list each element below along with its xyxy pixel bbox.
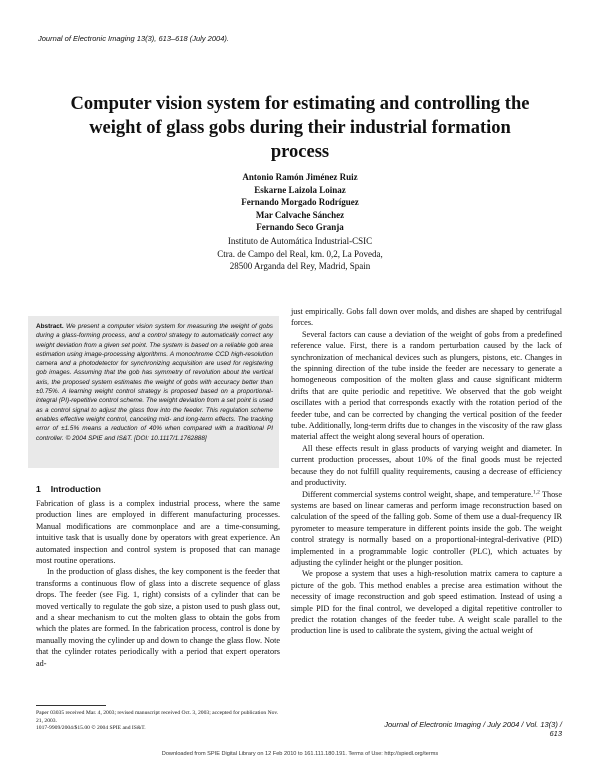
reference-marker: 1,2 [533,488,540,495]
author: Fernando Seco Granja [256,222,344,232]
paper-title: Computer vision system for estimating and controlling the weight of glass gobs during their industrial formation process [70,94,530,162]
footnote-line: 1017-9909/2004/$15.00 © 2004 SPIE and IS&T. [36,725,146,732]
author: Mar Calvache Sánchez [255,209,345,220]
affiliation-line: 28500 Arganda del Rey, Madrid, Spain [229,261,371,271]
abstract-copyright: © 2004 SPIE and IS&T. [65,434,133,442]
author: Eskarne Laizola Loinaz [254,184,346,195]
affiliation-line: Instituto de Automática Industrial-CSIC [227,236,373,246]
footnote-line: Paper 03035 received Mar. 4, 2003; revised manuscript received Oct. 3, 2003; accepted for publication Nov. 21, 2003. [36,710,279,724]
paragraph: Fabrication of glass is a complex industrial process, where the same production lines are employed in different manufacturing processes. Manual modifications are commonplace and are a time-consuming, intuitive task that is usually done by operators with great experience. An automated inspection and control system is proposed that can manage most routine operations. [36,499,280,566]
paragraph: In the production of glass dishes, the key component is the feeder that transforms a continuous flow of glass into a discrete sequence of glass drops. The feeder (see Fig. 1, right) consists of a cylinder that can be moved vertically to regulate the gob size, a piston used to push glass out, and a shear mechanism to cut the molten glass to obtain the gobs from which the plates are formed. In the fabrication process, control is done by manually moving the cylinder up and down to change the glass flow. Note that the cylinder rotates periodically with a period that expert operators ad- [36,567,280,668]
section-title: Introduction [50,484,101,494]
left-column [36,498,280,669]
paragraph [291,489,562,569]
paragraph: All these effects result in glass products of varying weight and diameter. In current production processes, about 10% of the final goods must be rejected because they do not fulfill quality requirements, causing a decrease of efficiency and productivity. [291,443,562,488]
author: Fernando Morgado Rodríguez [241,197,359,207]
paragraph: We propose a system that uses a high-resolution matrix camera to capture a picture of the gob. This method enables a precise area estimation without the necessity of image reconstruction and gob speed estimation. Instead of using a simple PID for the final control, we developed a digital repetitive controller to predict the rotation changes of the feeder tube. A weight scale parallel to the production line is used to calibrate the system, giving the actual weight of [291,569,562,636]
footnote-rule [36,705,106,706]
abstract-text: We present a computer vision system for measuring the weight of gobs during a glass-forming process, and a control strategy to automatically correct any weight deviation from a given set point. The system is based on a reliable gob area estimation using image-processing algorithms. A monochrome CCD high-resolution camera and a photodetector for synchronizing acquisition are used for registering gob images. Assuming that the gob has symmetry of revolution about the vertical axis, the proposed system estimates the weight of gobs with accuracy better than ±0.75%. A learning weight control strategy is proposed based on a proportional-integral (PI)-repetitive control scheme. The weight deviation from a set point is used as a control signal to adjust the glass flow into the feeder. This regulation scheme enables effective weight control, canceling mid- and long-term effects. The tracking error of ±1.5% means a reduction of 40% when compared with a traditional PI controller. [36,323,273,442]
right-column [291,306,562,637]
section-heading [36,484,111,494]
affiliation-line: Ctra. de Campo del Real, km. 0,2, La Poveda, [217,248,383,259]
download-note: Downloaded from SPIE Digital Library on 12 Feb 2010 to 161.111.180.191. Terms of Use: http://spiedl.org/terms [161,751,439,757]
paragraph: Several factors can cause a deviation of the weight of gobs from a predefined reference value. First, there is a random perturbation caused by the lack of synchronization of mechanical devices such as plungers, pistons, etc. Changes in the spinning direction of the tube inside the feeder are necessary to generate a homogeneous composition of the molten glass and cause significant midterm drifts that are quite periodic and repetitive. We observed that the gob weight oscillates with a period that corresponds exactly with the rotation period of the feeder tube, and can be corrected by changing the vertical position of the feeder tube. Additionally, long-term drifts due to changes in the viscosity of the raw glass material affect the weight along several hours of operation. [291,329,562,442]
paragraph-text: Different commercial systems control weight, shape, and temperature. [302,489,534,499]
footnote [36,710,281,733]
abstract-doi: [DOI: 10.1117/1.1762888] [134,434,207,442]
section-number: 1 [36,484,41,494]
affiliation [120,235,480,273]
page-footer: Journal of Electronic Imaging / July 2004 / Vol. 13(3) / 613 [384,720,562,738]
journal-header: Journal of Electronic Imaging 13(3), 613–618 (July 2004). [38,34,229,43]
paragraph: just empirically. Gobs fall down over molds, and dishes are shaped by centrifugal forces. [291,307,562,328]
author-list [120,171,480,234]
abstract-label: Abstract. [36,323,64,330]
author: Antonio Ramón Jiménez Ruiz [242,172,358,182]
paragraph-text: Those systems are based on linear cameras and perform image reconstruction based on calculation of the speed of the falling gob. Some of them use a dual-frequency IR pyrometer to measure temperature in different points inside the gob. The weight control strategy is normally based on a proportional-integral-derivative (PID) implemented in a programmable logic controller (PLC), which actuates by adjusting the cylinder height or the plunger position. [291,489,562,567]
abstract [36,322,273,443]
